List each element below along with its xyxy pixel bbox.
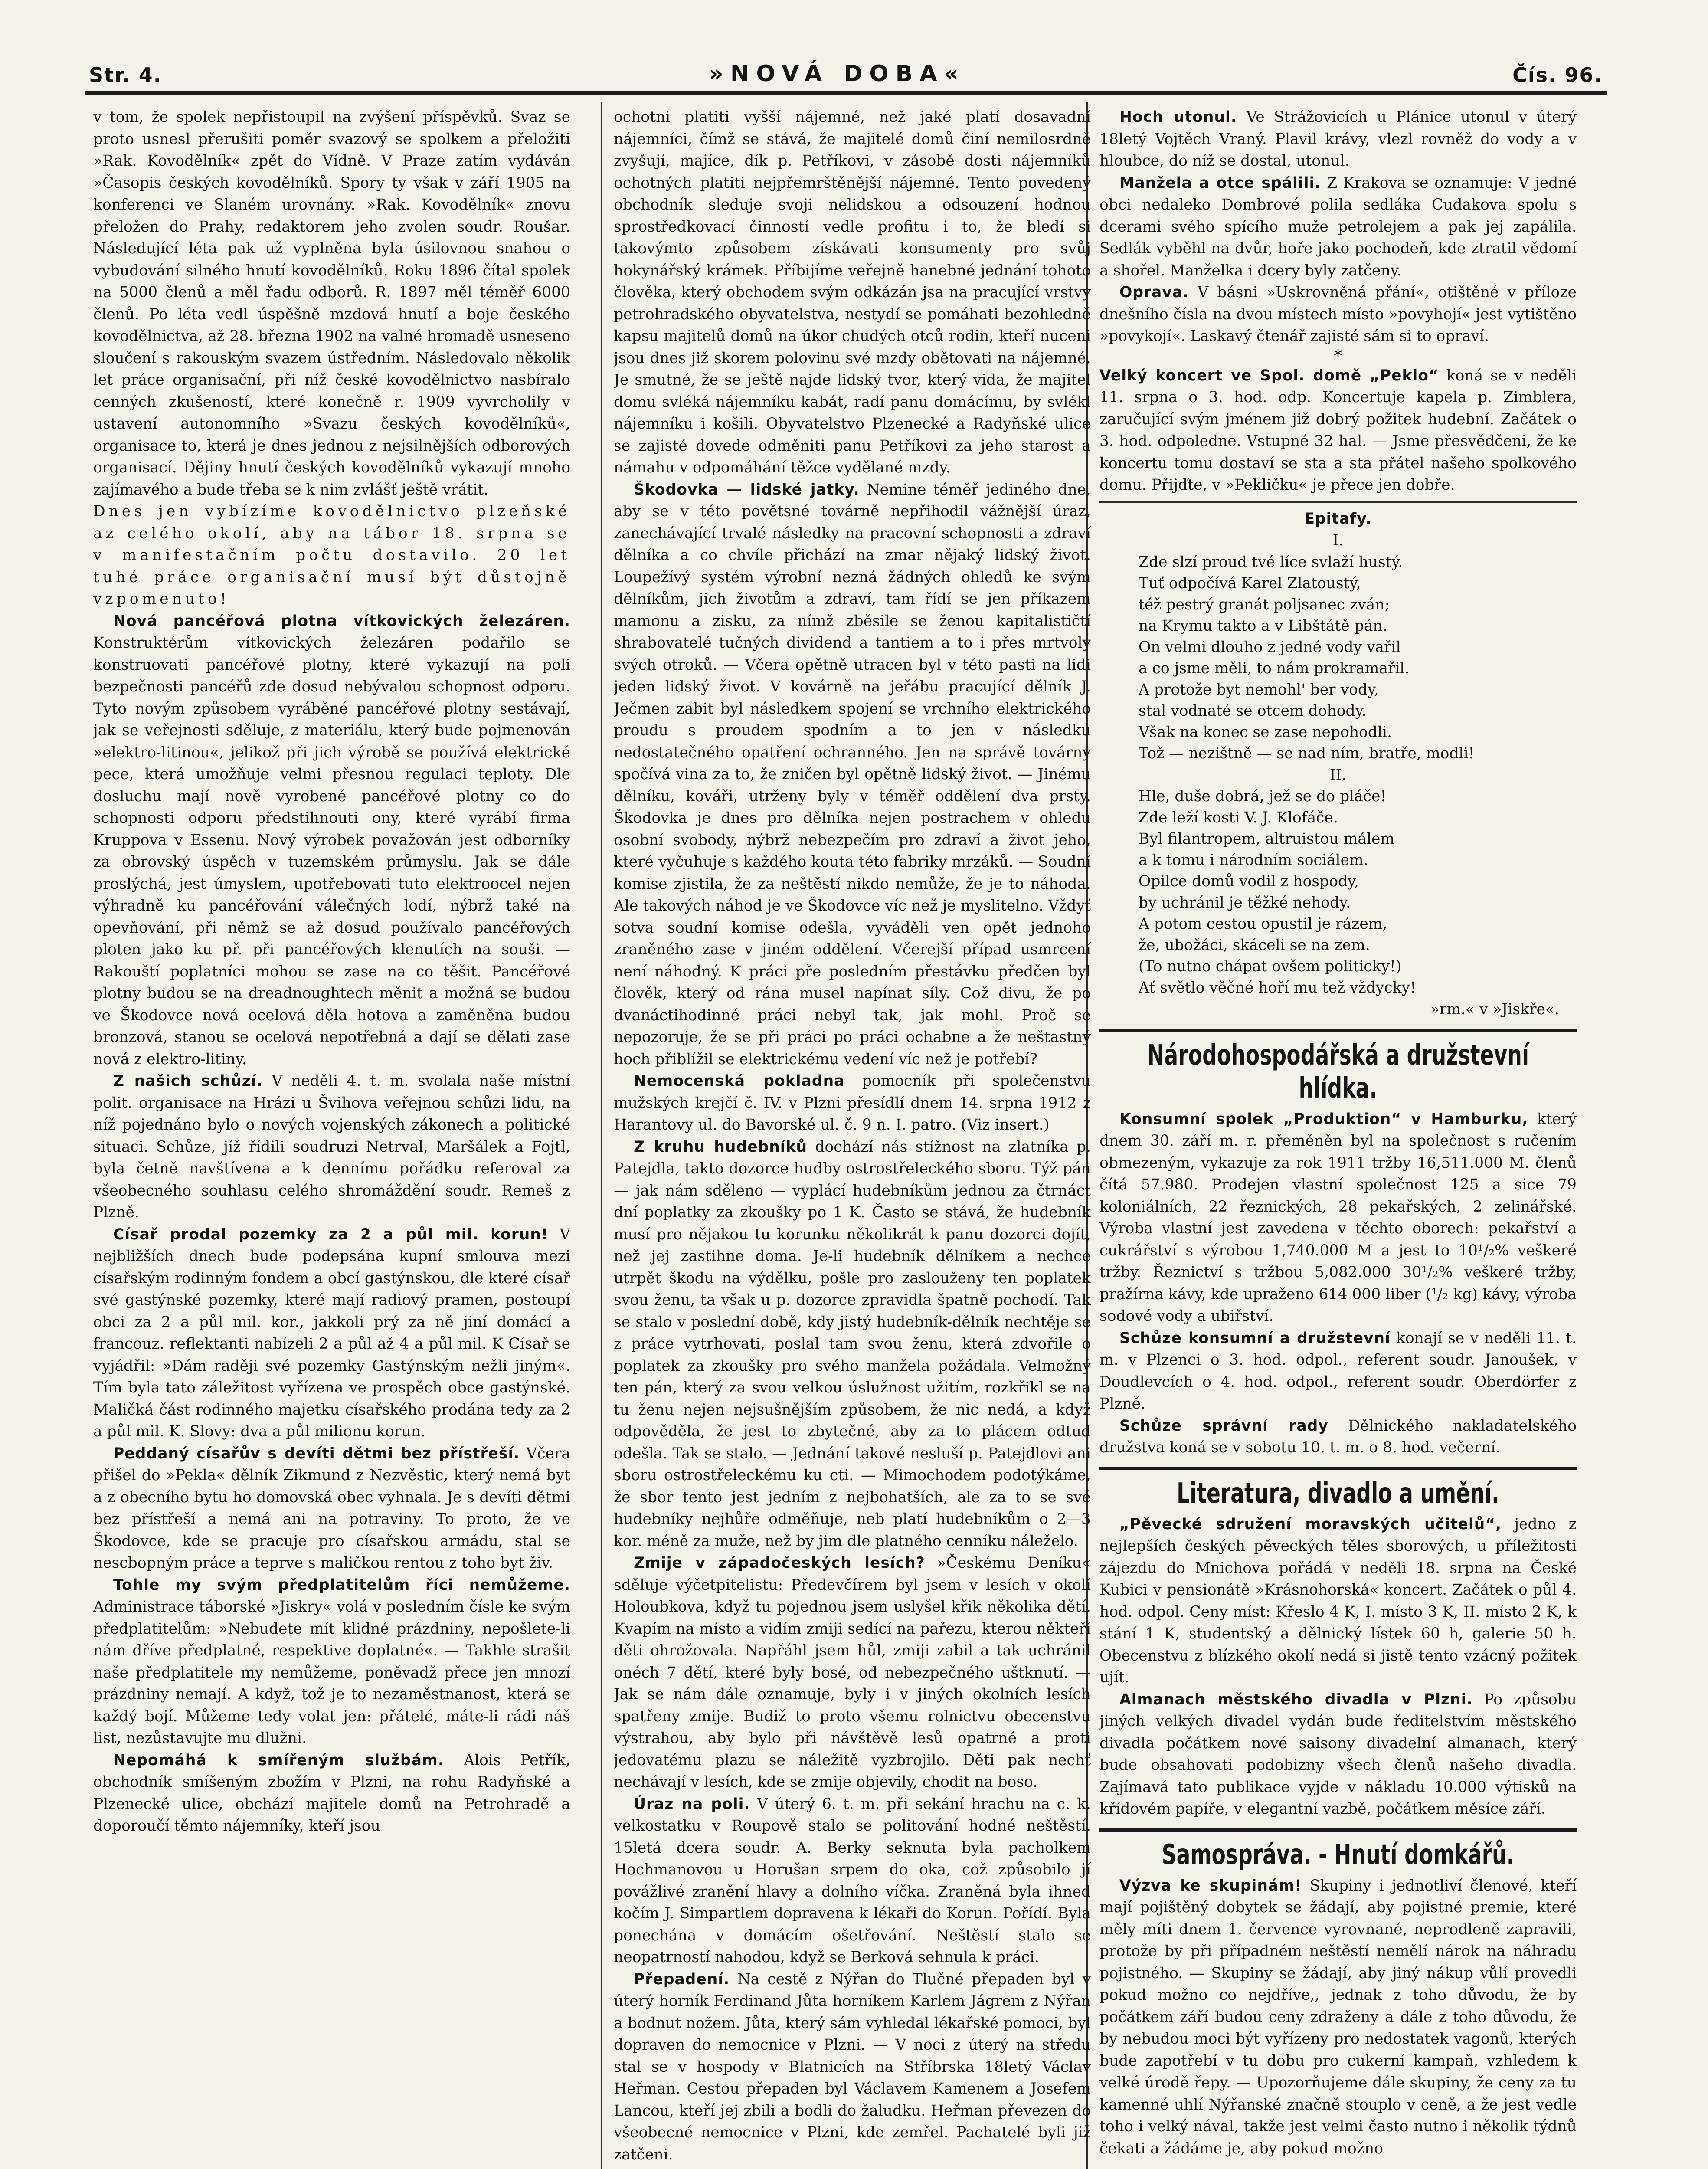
article-heading: Z našich schůzí. bbox=[113, 1072, 263, 1090]
page-number: Str. 4. bbox=[89, 63, 162, 87]
article-body: V úterý 6. t. m. při sekání hrachu na c. k. velkostatku v Roupově stalo se politování hodné neštěstí. 15letá dcera soudr. A. Berky seknuta byla pacholkem Hochmanovou u Horušan srpem do oka, což způsobilo jí povážlivé zranění hlavy a dolního víčka. Zraněná byla ihned kočím J. Simpartlem dopravena k lékaři do Korun. Pořídí. Byla ponechána v domácím ošetřování. Neštěstí stalo se neopatrností nahodou, když se Berková sehnula k práci. bbox=[614, 1795, 1091, 1966]
article-body: Konstruktérům vítkovických železáren podařilo se konstruovati pancéřové plotny, které vykazují na poli bezpečnosti pancéřů zde dosud nebývalou schopnost odporu. Tyto novým způsobem vyráběné pancéřové plotny sestávají, jak se veřejnosti sděluje, z materiálu, který bude pojmenován »elektro-litinou«, jelikož při jich výrobě se používá elektrické pece, která umožňuje velmi přesnou regulaci teploty. Dle dosluchu mají nově vyrobené pancéřové plotny co do schopnosti odporu předstihnouti ony, které vyrábí firma Kruppova v Essenu. Nový výrobek považován jest odborníky za obrovský úspěch v tuzemském průmyslu. Jak se dále proslýchá, jest úmyslem, upotřebovati tuto elektroocel nejen výhradně ku pancéřování válečných lodí, nýbrž také na opevňování, při němž se až dosud používalo pancéřových ploten jako ku př. při pancéřových klenutích na souši. — Rakouští poplatníci mohou se zase na co těšit. Pancéřové plotny budou se na dreadnoughtech měnit a možná se budou ve Škodovce nová ocelová děla hotova a zaměněna budou bronzová, stanou se ocelová nepotřebná a dají se dělati zase nová z elektro-litiny. bbox=[93, 634, 570, 1068]
poem-line: stal vodnaté se otcem dohody. bbox=[1139, 702, 1367, 720]
poem-line: Byl filantropem, altruistou málem bbox=[1139, 830, 1395, 848]
article-musicians bbox=[614, 1136, 1091, 1553]
article-skodovka bbox=[614, 479, 1091, 1071]
poem-line: A potom cestou opustil je rázem, bbox=[1139, 915, 1387, 933]
poem-line: a co jsme měli, to nám prokramařil. bbox=[1139, 659, 1410, 677]
poem-line: Ať světlo věčné hoří mu tež vždycky! bbox=[1139, 979, 1416, 996]
article-heading: Manžela a otce spálili. bbox=[1119, 174, 1321, 192]
column-2 bbox=[614, 106, 1091, 2169]
section-rule bbox=[1099, 1828, 1577, 1832]
article-heading: Peddaný císařův s devíti dětmi bez přístřeší. bbox=[113, 1445, 520, 1462]
article-heading: Úraz na poli. bbox=[634, 1795, 750, 1813]
article-petrik bbox=[93, 1750, 570, 1837]
poem-line: Zde leží kosti V. J. Klofáče. bbox=[1139, 809, 1338, 826]
poem-line: Tuť odpočívá Karel Zlatoustý, bbox=[1139, 574, 1361, 592]
article-emperor bbox=[93, 1224, 570, 1443]
section-title-economy: Národohospodářská a družstevní hlídka. bbox=[1147, 1039, 1529, 1104]
article-heading: Konsumní spolek „Produktion“ v Hamburku, bbox=[1119, 1110, 1528, 1128]
article-burned bbox=[1099, 172, 1577, 282]
article-body: Alois Petřík, obchodník smíšeným zbožím v Plzni, na rohu Radyňské a Plzenecké ulice, obchází majitele domů na Petrohradě a doporoučí těmto nájemníky, kteří jsou bbox=[93, 1751, 570, 1835]
epitaph-poem-2 bbox=[1099, 786, 1577, 999]
epitaph-poem-1 bbox=[1099, 552, 1577, 764]
article-body: dochází nás stížnost na zlatníka p. Patejdla, takto dozorce hudby ostrostřeleckého sboru. Týž pán — jak nám sděleno — vyplácí hudebníkům jednou za čtrnáct dní poplatky za zkoušky po 1 K. Často se stává, že hudebník musí pro nějakou tu korunku několikrát k panu dozorci dojít, než jej zastihne doma. Je-li hudebník dělníkem a nechce utrpět škodu na výdělku, pošle pro zaslouženy ten poplatek svou ženu, ta však u p. dozorce zpravidla špatně pochodí. Tak se stalo v poslední době, kdy jistý hudebník-dělník nechtěje se z práce vytrhovati, poslal tam svou ženu, která zdvořile o poplatek za zkoušky pro svého manžela požádala. Velmožný ten pán, který za svou velkou úslužnost užitím, rozkřikl se na tu ženu nejen nejsušnějším způsobem, že nic nedá, a když odpověděla, že jest to zbytečné, aby za to plácem odtud odešla. Tak se stalo. — Jednání takové nesluší p. Patejdlovi ani sboru ostrostřeleckému ku cti. — Mimochodem podotýkáme, že sbor tento jest jedním z nejbohatších, ale za to se své hudebníky nejhůře odměňuje, neb platí hudebníkům o 2—3 kor. méně za muže, než by jim dle platného cenníku náleželo. bbox=[614, 1138, 1091, 1550]
column-3 bbox=[1099, 106, 1577, 2169]
poem-line: A protože byt nemohl' ber vody, bbox=[1139, 681, 1379, 698]
column-1 bbox=[93, 106, 570, 2169]
article-assault bbox=[614, 1969, 1091, 2166]
divider bbox=[1099, 501, 1577, 503]
article-heading: Hoch utonul. bbox=[1119, 108, 1237, 126]
article-body: Včera přišel do »Pekla« dělník Zikmund z Nezvěstic, který nemá byt a z obecního bytu ho domovská obec vyhnala. Je s devíti dětmi bez přístřeší a nemá ani na potraviny. To proto, že ve Škodovce, kde se pracuje pro císařskou armádu, stal se nescbopným práce a teprve s maličkou rentou z toho byt živ. bbox=[93, 1445, 570, 1572]
article-homeless bbox=[93, 1443, 570, 1574]
article-heading: Nová pancéřová plotna vítkovických železáren. bbox=[113, 612, 570, 630]
article-heading: Schůze správní rady bbox=[1119, 1417, 1328, 1435]
article-body: ochotni platiti vyšší nájemné, než jaké platí dosavadní nájemníci, čímž se stává, že majitelé domů činí nemilosrdně zvyšují, majíce, dík p. Petříkovi, v zásobě dosti nájemníků ochotných platiti nejpřemrštěnější nájemné. Tento povedený obchodník sleduje svoji nelidskou a odsouzení hodnou sprostředkovací činností vedle profitu i to, že bledí si takovýmto způsobem získávati konsumenty pro svůj hokynářský krámek. Příbijíme veřejně hanebné jednání tohoto člověka, který obchodem svým odkázán jsa na pracující vrstvy petrohradského obyvatelstva, nestydí se pomáhati bezohledně kapsu majitelů domů na úkor chudých otců rodin, kteří nuceni jsou dnes již skorem polovinu své mzdy obětovati na nájemné. Je smutné, že se ještě najde lidský tvor, který vida, že majitel domu svléká nájemníku kabát, radí panu domácímu, by svlékl nájemníku i košili. Obyvatelstvo Plzenecké a Radyňské ulice se zajisté dovede odměniti panu Petříkovi za jeho starost a námahu v odpomáhání těžce vydělané mzdy. bbox=[614, 108, 1091, 476]
article-groups-appeal bbox=[1099, 1875, 1577, 2160]
newspaper-title: »NOVÁ DOBA« bbox=[709, 61, 966, 87]
article-body: který dnem 30. září m. r. přeměněn byl na společnost s ručením obmezeným, vykazuje za rok 1911 tržby 16,511.000 M. členů čítá 57.980. Prodejen vlastní společnost 125 a sice 79 koloniálních, 22 řeznických, 28 pekařských, 2 zelinářské. Výroba vlastní jest zavedena v těchto oborech: pekařství a cukrářství s výrobou 1,740.000 M a jest to 10¹/₂% veškeré tržby. Řeznictví s tržbou 5,082.000 30¹/₂% veškeré tržby, pražírna kávy, kde upraženo 614 000 liber (¹/₂ kg) kávy, výroba sodové vody a ubiřství. bbox=[1099, 1110, 1577, 1325]
article-heading: Zmije v západočeských lesích? bbox=[634, 1554, 925, 1572]
article-produktion bbox=[1099, 1108, 1577, 1327]
article-body: Dělnického nakladatelského družstva koná se v sobotu 10. t. m. o 8. hod. večerní. bbox=[1099, 1417, 1577, 1456]
section-rule bbox=[1099, 1467, 1577, 1470]
section-title-literature: Literatura, divadlo a umění. bbox=[1177, 1477, 1499, 1510]
article-body: v tom, že spolek nepřistoupil na zvýšení příspěvků. Svaz se proto usnesl přerušiti poměr svazový se spolkem a přeložiti »Rak. Kovodělník« zpět do Vídně. V Praze zatím vydáván »Časopis českých kovodělníků. Spory ty však v září 1905 na konferenci ve Slaném urovnány. »Rak. Kovodělník« znovu přeložen do Prahy, redaktorem jeho zvolen soudr. Roušar. Následující léta pak už vyplněna byla úsilovnou snahou o vybudování silného hnutí kovodělníků. Roku 1896 čítal spolek na 5000 členů a měl řadu odborů. R. 1897 měl téměř 6000 členů. Po léta vedl úspěšně mzdová hnutí a boje českého kovodělnictva, až 28. března 1902 na valné hromadě usneseno sloučení s rakouským svazem ústředním. Následovalo několik let práce organisační, při níž české kovodělnictvo nasbíralo cenných zkušeností, které konečně r. 1909 vyvrcholily v ustavení autonomního »Svazu českých kovodělníků«, organisace to, která je dnes jednou z nejsilnějších odborových organisací. Dějiny hnutí českých kovodělníků vykazují mnoho zajímavého a bude třeba se k nim zvlášť ještě vrátit. bbox=[93, 108, 570, 498]
issue-number: Čís. 96. bbox=[1512, 63, 1603, 87]
article-heading: Oprava. bbox=[1119, 284, 1189, 301]
article-body: Ve Strážovicích u Plánice utonul v úterý 18letý Vojtěch Vraný. Plavil krávy, vlezl rovněž do vody a v hloubce, do níž se dostal, utonul. bbox=[1099, 108, 1577, 170]
epitaph-number: II. bbox=[1329, 766, 1347, 784]
poem-line: že, ubožáci, skáceli se na zem. bbox=[1139, 937, 1370, 954]
article-sick-fund bbox=[614, 1070, 1091, 1136]
article-heading: Almanach městského divadla v Plzni. bbox=[1119, 1691, 1473, 1708]
article-vipers bbox=[614, 1552, 1091, 1793]
epitaph-number: I. bbox=[1332, 532, 1344, 549]
poem-line: Tož — nezištně — se nad ním, bratře, modli! bbox=[1139, 744, 1475, 762]
article-heading: Schůze konsumní a družstevní bbox=[1119, 1329, 1391, 1347]
article-body: konají se v neděli 11. t. m. v Plzenci o 3. hod. odpol., referent soudr. Janoušek, v Doudlevcích o 4. hod. odpol., referent soudr. Oberdörfer z Plzně. bbox=[1099, 1329, 1577, 1412]
article-heading: Nemocenská pokladna bbox=[634, 1072, 845, 1090]
article-drowned bbox=[1099, 106, 1577, 172]
header-rule bbox=[85, 91, 1607, 95]
article-heading: „Pěvecké sdružení moravských učitelů“, bbox=[1119, 1515, 1502, 1533]
article-body: Na cestě z Nýřan do Tlučné přepaden byl v úterý horník Ferdinand Jůta horníkem Karlem Jágrem z Nýřan a bodnut nožem. Jůta, který sám vyhledal lékařské pomoci, byl dopraven do nemocnice v Plzni. — V noci z úterý na středu stal se v hospody v Blatnicích na Stříbrska 18letý Václav Heřman. Cestou přepaden byl Václavem Kamenem a Josefem Lancou, kteří jej zbili a bodli do žaludku. Heřman převezen do všeobecné nemocnice v Plzni, kde zemřel. Pachatelé byli již zatčeni. bbox=[614, 1970, 1091, 2163]
article-body: pomocník při společenstvu mužských krejčí č. IV. v Plzni přesídlí dnem 14. srpna 1912 z Harantovy ul. do Bavorské ul. č. 9 n. I. patro. (Viz insert.) bbox=[614, 1072, 1091, 1134]
separator-star: * bbox=[1334, 346, 1342, 366]
poem-line: by uchránil je těžké nehody. bbox=[1139, 894, 1351, 911]
article-heading: Císař prodal pozemky za 2 a půl mil. korun! bbox=[113, 1225, 549, 1243]
section-title-selfgov: Samospráva. - Hnutí domkářů. bbox=[1162, 1838, 1515, 1871]
poem-line: (To nutno chápat ovšem politicky!) bbox=[1139, 958, 1402, 975]
section-rule bbox=[1099, 1029, 1577, 1032]
poem-line: též pestrý granát poljsanec zván; bbox=[1139, 596, 1390, 613]
poem-line: na Krymu takto a v Libštátě pán. bbox=[1139, 617, 1387, 635]
article-body: Nemine téměř jediného dne, aby se v této povětsné továrně nepřihodil vážnější úraz, zanechávající trvalé následky na pracovní schopnosti a zdraví dělníka a co chvíle přichází na zmar nějaký lidský život. Loupežívý systém výrobní nezná žádných ohledů ke svým dělníkům, jich životům a zdraví, tam řídí se jen příkazem mamonu a zisku, za nímž zběsile se ženou kapitalističtí shrabovatelé tučných dividend a tantiem a to i přes mrtvoly svých otroků. — Včera opětně utracen byl v této pasti na lidi jeden lidský život. V kovárně na jeřábu pracující dělník J. Ječmen zabit byl následkem spojení se vrchního elektrického proudu s proudem spodním a to jen v následku nedostatečného opatření ochranného. Jen na správě továrny spočívá vina za to, že zničen byl opětně lidský život. — Jinému dělníku, kováři, utrženy byly v téměř oddělení dva prsty. Škodovka je dnes pro dělníka nejen postrachem v ohledu osobní svobody, nýbrž nebezpečím pro zdraví a život jeho, které vyčuhuje s každého kouta této fabriky mrzáků. — Soudní komise zjistila, že za neštěstí nikdo nemůže, že je to náhoda. Ale takových náhod je ve Škodovce víc než je myslitelno. Vždyť sotva soudní komise odešla, vyváděli ven opět jednoho zraněného zase v jiném oddělení. Včerejší případ usmrcení není náhodný. K práci pře posledním přestávku předčen byl člověk, který od rána musel napínat síly. Což divu, že po dvanáctihodinné práci nebyl tak, jak mohl. Proč se nepozoruje, že se při práci po práci ochabne a že neštastný hoch přiblížil se elektrickému vedení víc než je potřebí? bbox=[614, 481, 1091, 1068]
epitaph-title: Epitafy. bbox=[1304, 510, 1372, 528]
article-body: V nejbližších dnech bude podepsána kupní smlouva mezi císařským rodinným fondem a obcí gastýnskou, dle které císař své gastýnské pozemky, které mají radiový pramen, postoupí obci za 2 a půl mil. kor., jakkoli prý za ně jiní domácí a francouz. reflektanti nabízeli 2 a půl až 4 a půl mil. K Císař se vyjádřil: »Dám raději své pozemky Gastýnským nežli jiným«. Tím byla tato záležitost vyřízena ve prospěch obce gastýnské. Maličká část rodinného majetku císařského prodána tedy za 2 a půl mil. K. Slovy: dva a půl milionu korun. bbox=[93, 1225, 570, 1440]
article-coop-meetings bbox=[1099, 1327, 1577, 1415]
article-body: V neděli 4. t. m. svolala naše místní polit. organisace na Hrázi u Švihova veřejnou schůzi lidu, na níž pojednáno bylo o nových vojenských zákonech a politické situaci. Schůze, jíž řídili soudruzi Netrval, Maršálek a Fojtl, byla četně navštívena a k dennímu pořádku referoval za všeobecného souhlasu celého shromáždění soudr. Remeš z Plzně. bbox=[93, 1072, 570, 1221]
poem-line: Zde slzí proud tvé líce svlaží hustý. bbox=[1139, 553, 1403, 571]
spaced-appeal: Dnes jen vybízíme kovodělnictvo plzeňské az celého okolí, aby na tábor 18. srpna se v manifestačním počtu dostavilo. 20 let tuhé práce organisační musí být důstojně vzpomenuto! bbox=[93, 503, 570, 608]
article-concert bbox=[1099, 365, 1577, 496]
article-body: Administrace táborské »Jiskry« volá v posledním čísle ke svým předplatitelům: »Nebudete mít klidné prázdniny, nepošlete-li nám dříve předplatné, respektive doplatné«. — Takhle strašit naše předplatitele my nemůžeme, poněvadž přece jen mnozí prázdniny nemají. A když, tož je to nezaměstnanost, která se každý bojí. Můžeme tedy volat jen: přátelé, máte-li rádi náš list, nezůstavujte mu dlužni. bbox=[93, 1598, 570, 1747]
article-body: Z Krakova se oznamuje: V jedné obci nedaleko Dombrové polila sedláka Cudakova spolu s dcerami svého spícího muže petrolejem a pak jej zapálila. Sedlák vyběhl na dvůr, hoře jako pochodeň, kde ztratil vědomí a shořel. Manželka i dcery byly zatčeny. bbox=[1099, 174, 1577, 279]
article-heading: Výzva ke skupinám! bbox=[1119, 1877, 1302, 1894]
poem-line: a k tomu i národním sociálem. bbox=[1139, 852, 1368, 869]
column-divider-1 bbox=[601, 102, 602, 2169]
poem-line: Opilce domů vodil z hospody, bbox=[1139, 873, 1359, 890]
poem-line: On velmi dlouho z jedné vody vařil bbox=[1139, 638, 1401, 656]
article-theatre-almanac bbox=[1099, 1689, 1577, 1820]
article-heading: Velký koncert ve Spol. domě „Peklo“ bbox=[1099, 367, 1439, 384]
article-meetings bbox=[93, 1070, 570, 1224]
article-body: Skupiny i jednotliví členové, kteří mají pojištěný dobytek se žádají, aby pojistné premie, které měly míti dnem 1. července vyrovnané, neprodleně zapravili, protože by při případném neštěstí nemělí nárok na náhradu pojistného. — Skupiny se žádají, aby jiný nákup vůlí provedli pokud možno co nejdříve,, jednak z toho důvodu, že by počátkem září budou ceny zdraženy a dále z toho důvodu, že by nebudou moci být vyřízeny pro nedostatek vagonů, kterých bude zapotřebí v tu dobu pro cukerní kampaň, vzhledem k velké úrodě řepy. — Upozorňujeme dále skupiny, že ceny za tu kamenné uhlí Nýřanské značně stouplo v ceně, a že jest vedle toho i velký nával, takže jest velmi často nutno i několik týdnů čekati a žádáme je, aby pokud možno bbox=[1099, 1877, 1577, 2157]
article-armor-plate bbox=[93, 610, 570, 1071]
article-body: »Českému Deníku« sděluje výčetpitelistu: Předevčírem byl jsem v lesích v okolí Holoubkova, když tu pojednou jsem uslyšel křik několika dětí. Kvapím na místo a vidím zmiji sedící na pařezu, kterou někteří děti ohrožovala. Napřáhl jsem hůl, zmiji zabil a tak uchránil onéch 7 dětí, které byly bosé, od nebezpečného uštknutí. — Jak se nám dále oznamuje, byly i v jiných okolních lesích spatřeny zmije. Budiž to proto všemu rolnictvu obecenstvu výstrahou, aby bylo při návštěvě lesů opatrné a proti jedovatému plazu se náležitě vyzbrojilo. Děti pak nechť nechávají v lesích, kde se zmije objevily, chodit na boso. bbox=[614, 1554, 1091, 1791]
article-teachers-choir bbox=[1099, 1514, 1577, 1689]
article-body: V básni »Uskrovněná přání«, otištěné v příloze dnešního čísla na dvou místech místo »povyhojí« jest vytištěno »povykojí«. Laskavý čtenář zajisté sám si to opraví. bbox=[1099, 284, 1577, 345]
epitaph-signature: »rm.« v »Jiskře«. bbox=[1430, 1001, 1559, 1018]
article-heading: Přepadení. bbox=[634, 1970, 730, 1988]
article-body: Po způsobu jiných velkých divadel vydán bude ředitelstvím městského divadla počátkem nové saisony divadelní almanach, který bude obsahovati podobizny všech členů našeho divadla. Zajímavá tato publikace vyjde v nákladu 10.000 výtisků na křídovém papíře, v elegantní vazbě, počátkem měsíce září. bbox=[1099, 1691, 1577, 1818]
article-body: koná se v neděli 11. srpna o 3. hod. odp. Koncertuje kapela p. Zimblera, zaručující svým jménem již dobrý požitek hudební. Začátek o 3. hod. odpoledne. Vstupné 32 hal. — Jsme přesvědčeni, že ke koncertu tomu dostaví se sta a sta přátel našeho spolkového domu. Přijďte, v »Pekličku« je přece jen dobře. bbox=[1099, 367, 1577, 494]
article-board-meeting bbox=[1099, 1415, 1577, 1459]
article-heading: Tohle my svým předplatitelům říci nemůžeme. bbox=[113, 1576, 570, 1594]
article-field-accident bbox=[614, 1793, 1091, 1969]
article-heading: Z kruhu hudebníků bbox=[634, 1138, 808, 1156]
article-subscribers bbox=[93, 1574, 570, 1750]
poem-line: Však na konec se zase nepohodli. bbox=[1139, 723, 1392, 741]
article-heading: Škodovka — lidské jatky. bbox=[634, 481, 860, 498]
article-correction bbox=[1099, 282, 1577, 347]
poem-line: Hle, duše dobrá, jež se do pláče! bbox=[1139, 788, 1387, 805]
article-heading: Nepomáhá k smířeným službám. bbox=[113, 1751, 444, 1769]
masthead bbox=[89, 35, 1603, 91]
article-body: jedno z nejlepších českých pěveckých těles sborových, u příležitosti zájezdu do Mnichova pořádá v neděli 18. srpna na České Kubici v pensionátě »Krásnohorská« koncert. Začátek o půl 4. hod. odpol. Ceny míst: Křeslo 4 K, I. místo 3 K, II. místo 2 K, k stání 1 K, studentský a dělnický lístek 60 h, galerie 50 h. Obecenstvu z blízkého okolí nedá si jistě tento vzácný požitek ujít. bbox=[1099, 1515, 1577, 1686]
